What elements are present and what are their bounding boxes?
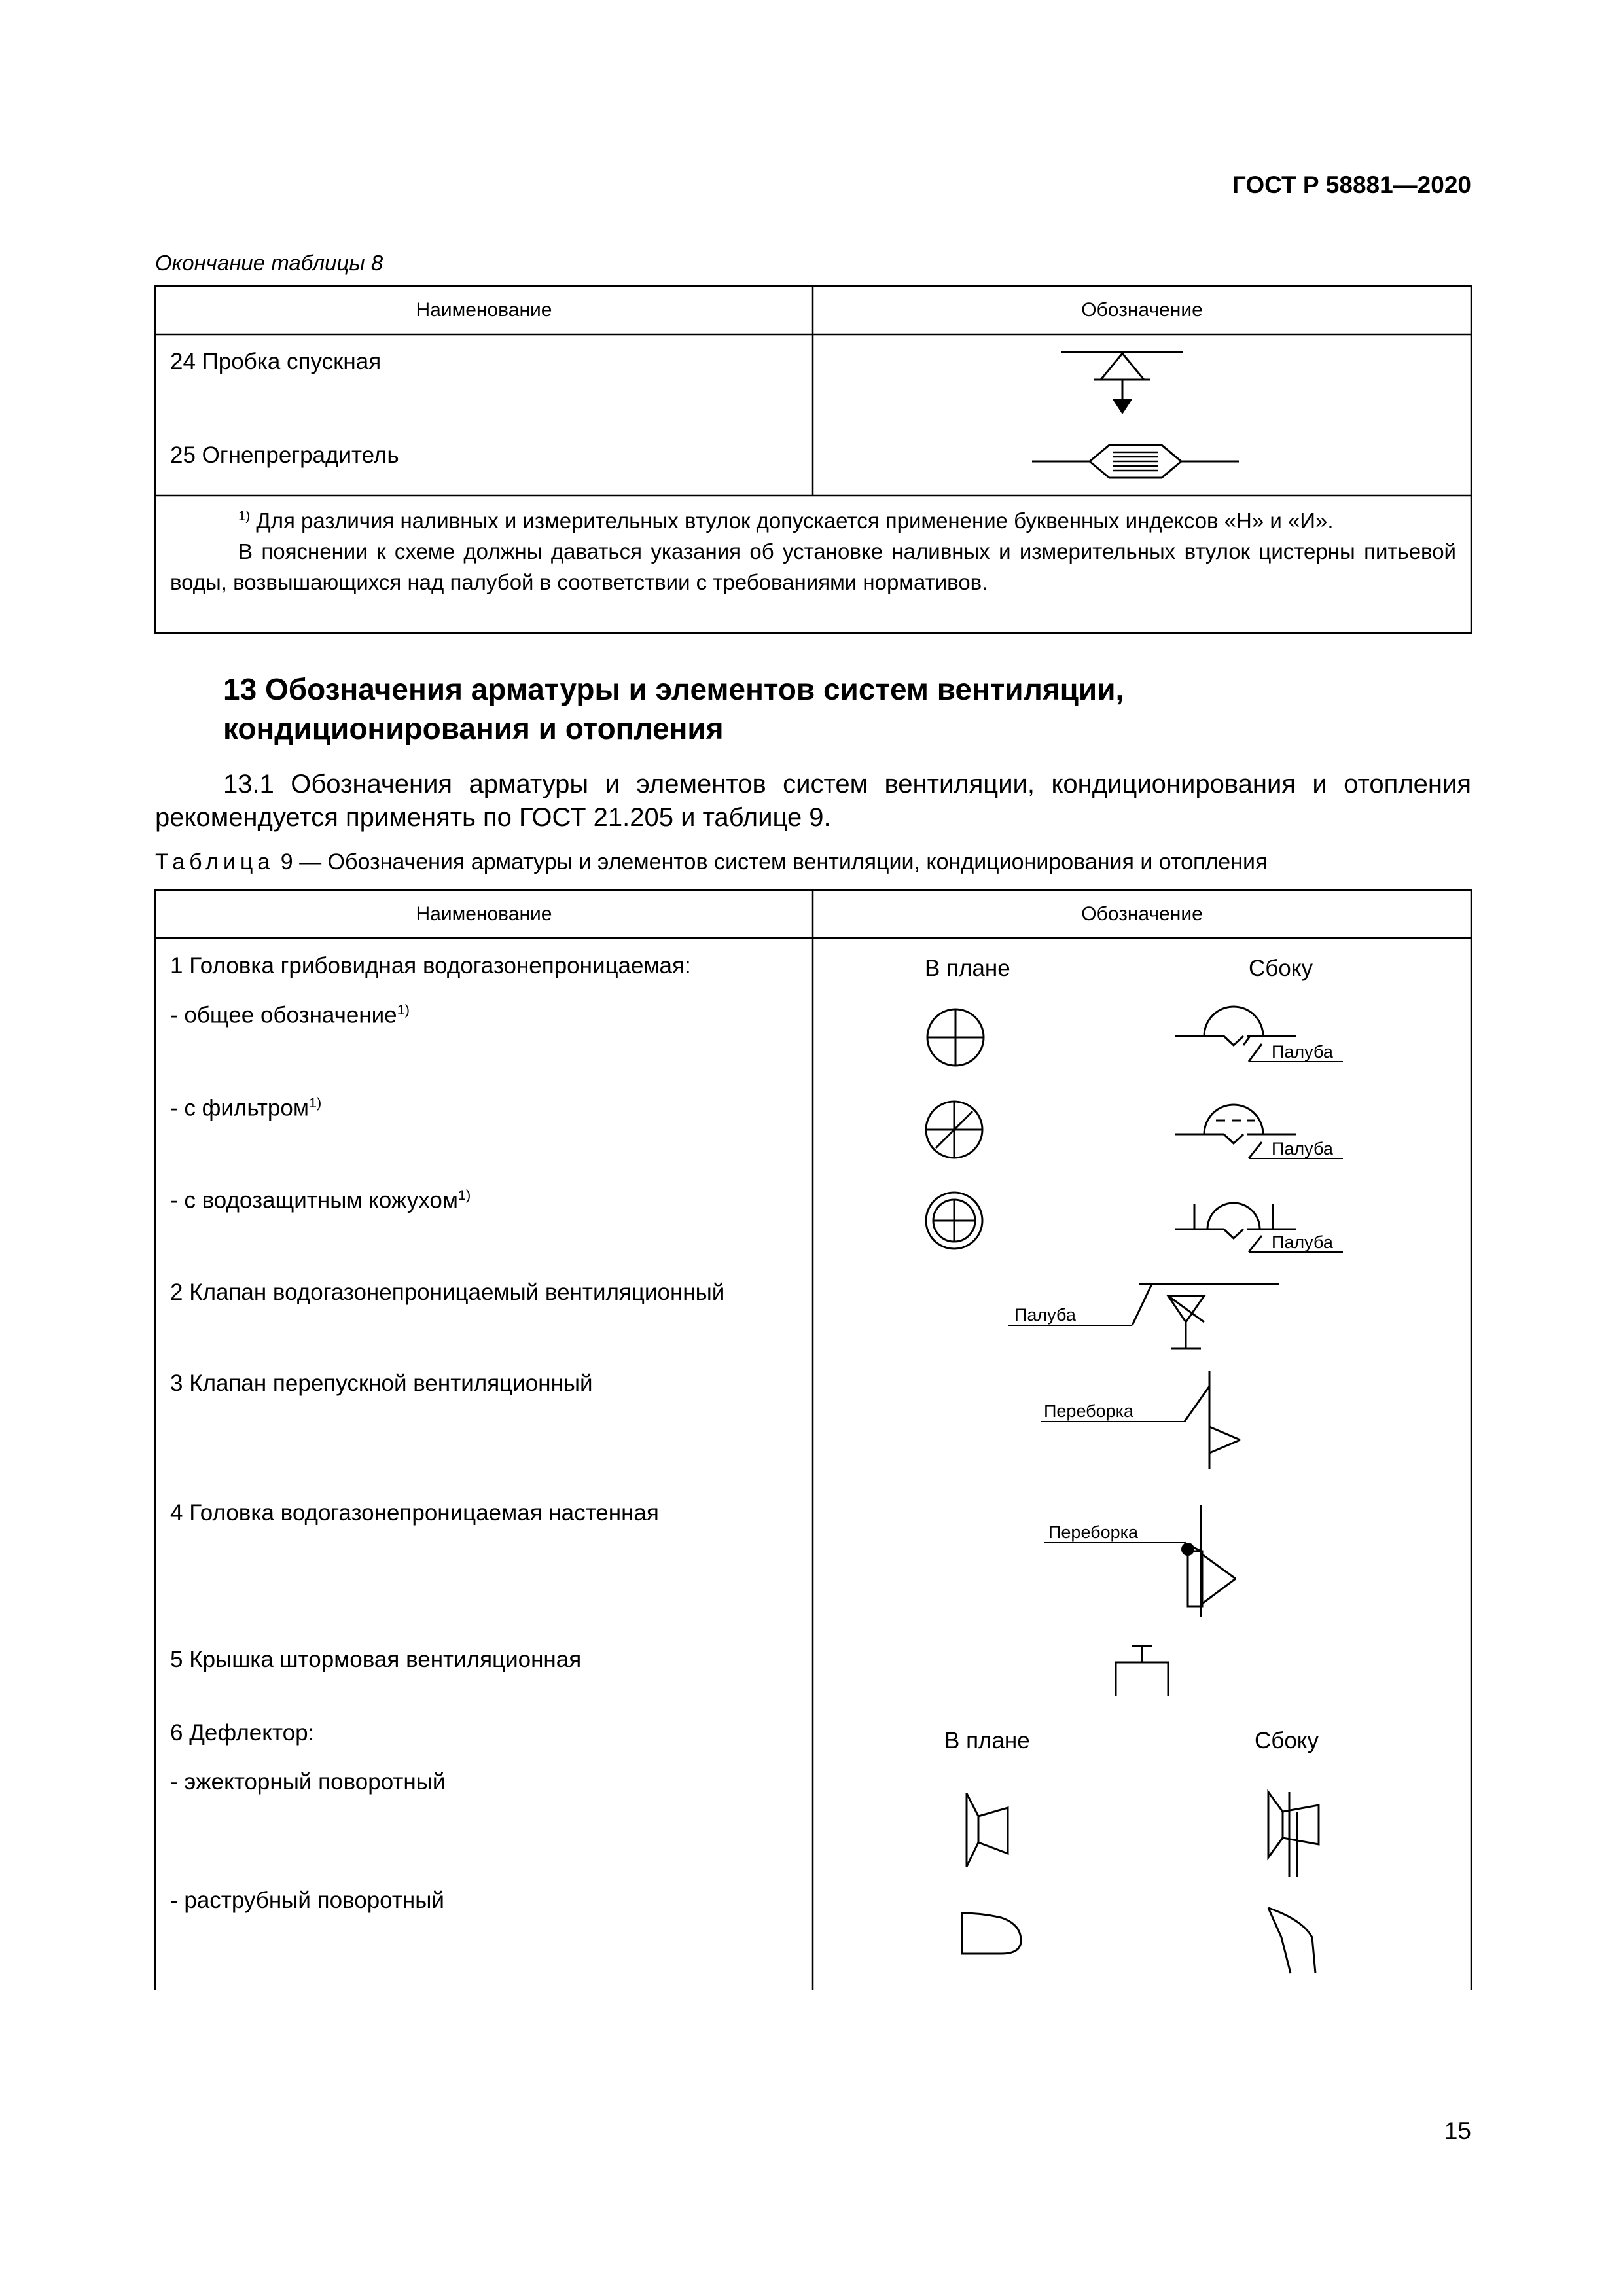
footnote-marker: 1) <box>238 509 251 524</box>
table9-header-name: Наименование <box>416 903 552 925</box>
mushroom-cover-side-icon <box>1171 1185 1355 1263</box>
drain-plug-icon <box>1060 346 1185 418</box>
view-plan-label: В плане <box>925 956 1010 981</box>
view-side-label-2: Сбоку <box>1255 1728 1319 1753</box>
mushroom-cover-plan-icon <box>921 1188 987 1253</box>
footnote-line2: В пояснении к схеме должны даваться указания об установке наливных и измерительных втулок цистерны питьевой воды, возвышающихся над палубой в соответствии с требованиями нормативов. <box>170 539 1456 594</box>
deck-label: Палуба <box>1272 1232 1333 1252</box>
ventilation-valve-icon <box>1001 1276 1283 1355</box>
table9-row-1c-label: - с водозащитным кожухом$^{1)}$ <box>170 1187 471 1213</box>
ejector-deflector-plan-icon <box>959 1787 1024 1872</box>
footnote-line1: Для различия наливных и измерительных втулок допускается применение буквенных индексов «Н» и «И». <box>256 509 1334 533</box>
section-title-line2: кондиционирования и отопления <box>223 711 724 745</box>
bulkhead-label: Переборка <box>1044 1401 1134 1421</box>
table9-caption-prefix: Таблица <box>155 850 275 874</box>
flare-deflector-side-icon <box>1263 1901 1329 1980</box>
table9-caption <box>155 850 1267 875</box>
table8-row-24-label: 24 Пробка спускная <box>170 349 382 374</box>
document-code: ГОСТ Р 58881—2020 <box>1232 171 1471 198</box>
table9-caption-rest: 9 — Обозначения арматуры и элементов систем вентиляции, кондиционирования и отопления <box>274 850 1268 874</box>
mushroom-filter-plan-icon <box>921 1097 987 1162</box>
deck-label: Палуба <box>1272 1042 1333 1062</box>
table9-row-1a-label: - общее обозначение$^{1)}$ <box>170 1001 410 1028</box>
table9-row-5-label: 5 Крышка штормовая вентиляционная <box>170 1647 582 1672</box>
section-title <box>223 670 1467 748</box>
table9-row-2-label: 2 Клапан водогазонепроницаемый вентиляционный <box>170 1280 725 1305</box>
section-title-line1: 13 Обозначения арматуры и элементов систем вентиляции, <box>223 672 1124 706</box>
bulkhead-label: Переборка <box>1048 1522 1139 1542</box>
table9-header-symbol: Обозначение <box>1081 903 1203 925</box>
table8-row-25-label: 25 Огнепреградитель <box>170 442 399 468</box>
mushroom-head-plan-icon <box>923 1005 988 1070</box>
table8-footnote <box>170 501 1456 598</box>
view-side-label: Сбоку <box>1249 956 1313 981</box>
table9-row-6b-label: - раструбный поворотный <box>170 1888 444 1913</box>
storm-cover-icon <box>1106 1643 1178 1698</box>
table9-row-1b-label: - с фильтром$^{1)}$ <box>170 1094 322 1121</box>
ejector-deflector-side-icon <box>1263 1785 1329 1884</box>
page-number: 15 <box>1444 2117 1471 2144</box>
bypass-valve-icon <box>1034 1368 1250 1473</box>
flame-arrester-icon <box>1031 442 1240 481</box>
table9-row-4-label: 4 Головка водогазонепроницаемая настенная <box>170 1500 659 1526</box>
view-plan-label-2: В плане <box>944 1728 1030 1753</box>
mushroom-head-side-icon <box>1171 998 1355 1077</box>
table9-row-6-label: 6 Дефлектор: <box>170 1720 315 1746</box>
table9-row-6a-label: - эжекторный поворотный <box>170 1769 446 1795</box>
deck-label: Палуба <box>1272 1139 1333 1158</box>
mushroom-filter-side-icon <box>1171 1093 1355 1172</box>
section-paragraph: 13.1 Обозначения арматуры и элементов систем вентиляции, кондиционирования и отопления рекомендуется применять по ГОСТ 21.205 и таблице 9. <box>155 770 1471 832</box>
table8-header-symbol: Обозначение <box>1081 299 1203 321</box>
table8-caption: Окончание таблицы 8 <box>155 251 383 275</box>
deck-label: Палуба <box>1014 1305 1076 1325</box>
table9-row-3-label: 3 Клапан перепускной вентиляционный <box>170 1371 593 1396</box>
table8-header-name: Наименование <box>416 299 552 321</box>
flare-deflector-plan-icon <box>955 1908 1027 1960</box>
wall-head-icon <box>1034 1502 1250 1620</box>
table9-row-1-label: 1 Головка грибовидная водогазонепроницаемая: <box>170 953 691 978</box>
